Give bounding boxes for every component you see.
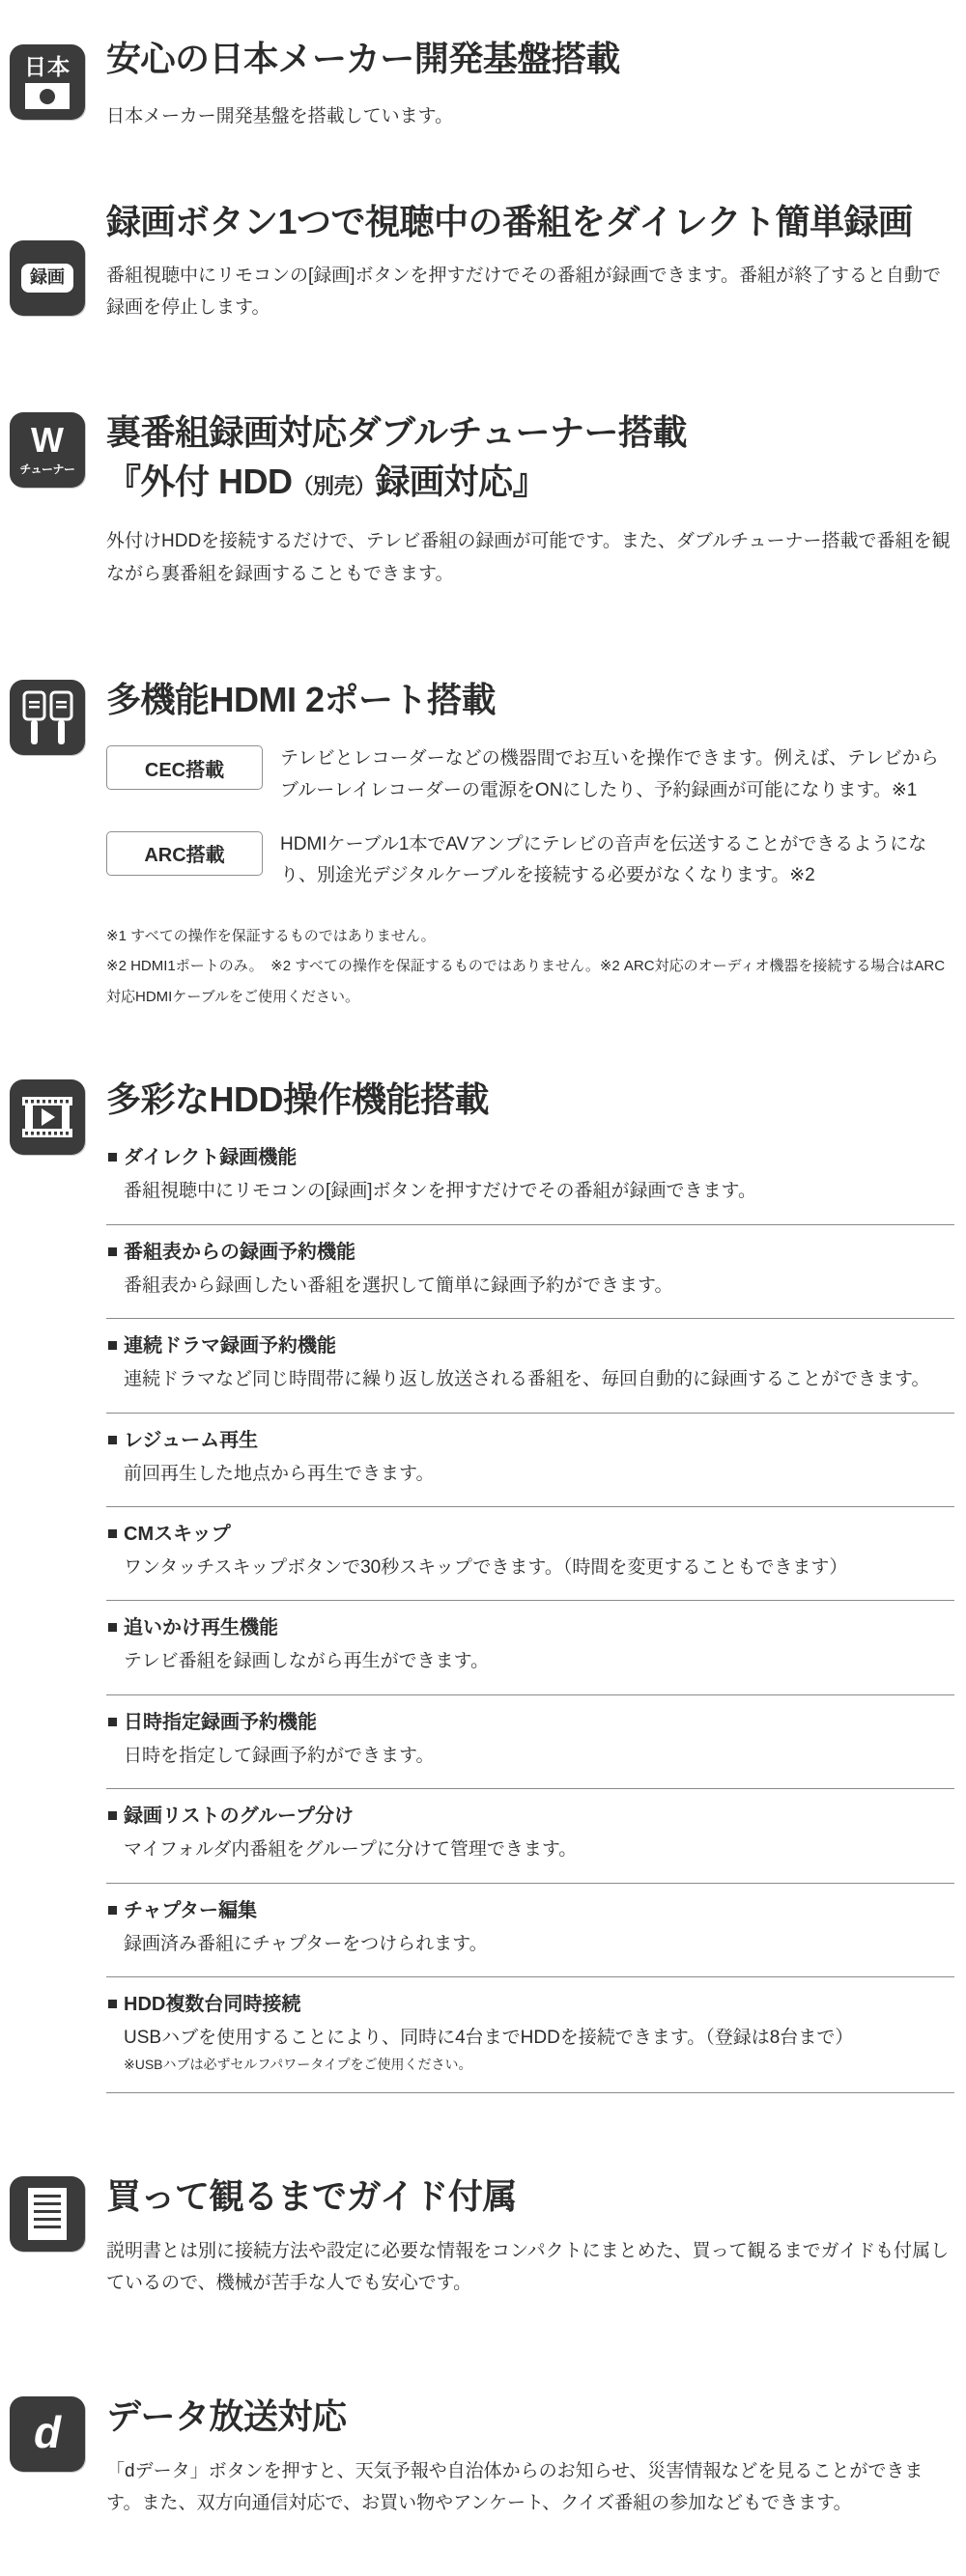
item-heading: HDD複数台同時接続 <box>106 1992 954 2017</box>
item-text: テレビ番組を録画しながら再生ができます。 <box>124 1651 490 1672</box>
arc-badge: ARC搭載 <box>106 831 263 876</box>
section-hdd-functions <box>0 1079 966 2093</box>
subtitle-open: 『外付 HDD <box>106 462 293 502</box>
square-bullet-icon <box>108 1718 117 1726</box>
section-double-tuner <box>0 412 966 608</box>
movie-film-icon <box>10 1079 85 1155</box>
cec-feature-row <box>106 745 954 806</box>
japan-icon-label: 日本 <box>24 53 71 79</box>
item-heading: 番組表からの録画予約機能 <box>106 1240 954 1265</box>
arc-text: HDMIケーブル1本でAVアンプにテレビの音声を伝送することができるようになり、別途光デジタルケーブルを接続する必要がなくなります。※2 <box>280 833 927 886</box>
section-title: 安心の日本メーカー開発基盤搭載 <box>106 39 620 78</box>
square-bullet-icon <box>108 1247 117 1256</box>
item-heading: CMスキップ <box>106 1522 954 1547</box>
tuner-icon-w: W <box>31 419 64 460</box>
icon-column <box>0 39 106 120</box>
subtitle-rest: 録画対応』 <box>375 462 548 502</box>
list-item <box>106 1507 954 1601</box>
section-japan-base <box>0 39 966 152</box>
cec-text: テレビとレコーダーなどの機器間でお互いを操作できます。例えば、テレビからブルーレイレコーダーの電源をONにしたり、予約録画が可能になります。※1 <box>280 748 939 800</box>
square-bullet-icon <box>108 1906 117 1915</box>
icon-column <box>0 680 106 755</box>
square-bullet-icon <box>108 1341 117 1350</box>
document-page-shape <box>28 2188 67 2240</box>
item-note: ※USBハブは必ずセルフパワータイプをご使用ください。 <box>124 2057 472 2073</box>
section-data-broadcast <box>0 2396 966 2537</box>
hdmi-ports-icon <box>10 680 85 755</box>
item-heading: チャプター編集 <box>106 1898 954 1923</box>
item-text: 録画済み番組にチャプターをつけられます。 <box>124 1933 488 1954</box>
note-2: ※2 HDMI1ポートのみ。 ※2 すべての操作を保証するものではありません。※2 ARC対応のオーディオ機器を接続する場合はARC対応HDMIケーブルをご使用ください。 <box>106 958 946 1005</box>
icon-column <box>0 2176 106 2252</box>
list-item <box>106 1145 954 1224</box>
double-tuner-icon <box>10 412 85 488</box>
icon-column <box>0 1079 106 1155</box>
section-title: 裏番組録画対応ダブルチューナー搭載 <box>106 411 687 452</box>
item-heading: 追いかけ再生機能 <box>106 1615 954 1640</box>
item-heading: 連続ドラマ録画予約機能 <box>106 1333 954 1358</box>
square-bullet-icon <box>108 1623 117 1632</box>
square-bullet-icon <box>108 2000 117 2008</box>
section-body: 「dデータ」ボタンを押すと、天気予報や自治体からのお知らせ、災害情報などを見ることができます。また、双方向通信対応で、お買い物やアンケート、クイズ番組の参加などもできます。 <box>106 2460 923 2514</box>
icon-column <box>0 2396 106 2472</box>
section-title: 買って観るまでガイド付属 <box>106 2176 517 2217</box>
section-direct-rec <box>0 202 966 343</box>
item-text: USBハブを使用することにより、同時に4台までHDDを接続できます。（登録は8台まで） <box>124 2027 854 2048</box>
item-text: 日時を指定して録画予約ができます。 <box>124 1745 435 1766</box>
item-heading: ダイレクト録画機能 <box>106 1145 954 1170</box>
flag-circle <box>40 89 55 104</box>
item-heading: レジューム再生 <box>106 1428 954 1453</box>
section-hdmi <box>0 680 966 1012</box>
list-item <box>106 1884 954 1977</box>
section-body: 番組視聴中にリモコンの[録画]ボタンを押すだけでその番組が録画できます。番組が終了すると自動で録画を停止します。 <box>106 266 942 319</box>
item-text: 番組視聴中にリモコンの[録画]ボタンを押すだけでその番組が録画できます。 <box>124 1181 757 1202</box>
section-title: 録画ボタン1つで視聴中の番組をダイレクト簡単録画 <box>106 201 913 241</box>
section-body: 説明書とは別に接続方法や設定に必要な情報をコンパクトにまとめた、買って観るまでガイドも付属しているので、機械が苦手な人でも安心です。 <box>106 2240 950 2294</box>
square-bullet-icon <box>108 1436 117 1444</box>
d-icon-label: d <box>33 2407 62 2458</box>
hdd-feature-list <box>106 1145 954 2093</box>
subtitle-small: （別売） <box>292 474 376 499</box>
section-body: 外付けHDDを接続するだけで、テレビ番組の録画が可能です。また、ダブルチューナー搭載で番組を観ながら裏番組を録画することもできます。 <box>106 531 951 584</box>
arc-feature-row <box>106 831 954 892</box>
item-heading: 録画リストのグループ分け <box>106 1804 954 1829</box>
item-text: マイフォルダ内番組をグループに分けて管理できます。 <box>124 1839 578 1861</box>
icon-column <box>0 412 106 488</box>
guide-document-icon <box>10 2176 85 2252</box>
icon-column <box>0 202 106 316</box>
d-data-icon <box>10 2396 85 2472</box>
item-text: 連続ドラマなど同じ時間帯に繰り返し放送される番組を、毎回自動的に録画することができます。 <box>124 1369 930 1390</box>
section-subtitle <box>106 461 954 502</box>
japan-flag-icon <box>10 44 85 120</box>
item-text: ワンタッチスキップボタンで30秒スキップできます。（時間を変更することもできます） <box>124 1557 848 1579</box>
list-item <box>106 1789 954 1883</box>
square-bullet-icon <box>108 1153 117 1162</box>
item-text: 番組表から録画したい番組を選択して簡単に録画予約ができます。 <box>124 1274 673 1296</box>
square-bullet-icon <box>108 1811 117 1820</box>
section-body: 日本メーカー開発基盤を搭載しています。 <box>106 106 454 127</box>
section-title: 多機能HDMI 2ポート搭載 <box>106 679 497 719</box>
section-guide <box>0 2176 966 2317</box>
item-text: 前回再生した地点から再生できます。 <box>124 1463 435 1484</box>
list-item <box>106 1319 954 1413</box>
list-item <box>106 1601 954 1694</box>
japan-flag-shape <box>25 83 70 109</box>
hdmi-plugs-graphic <box>10 680 85 755</box>
section-title: データ放送対応 <box>106 2396 347 2437</box>
hdmi-notes <box>106 921 954 1013</box>
item-heading: 日時指定録画予約機能 <box>106 1710 954 1735</box>
tuner-icon-sub: チューナー <box>19 462 75 476</box>
rec-button-label: 録画 <box>21 264 73 293</box>
document-lines <box>34 2195 61 2233</box>
cec-badge: CEC搭載 <box>106 745 263 790</box>
square-bullet-icon <box>108 1529 117 1538</box>
film-strip-graphic <box>10 1079 85 1155</box>
note-1: ※1 すべての操作を保証するものではありません。 <box>106 927 436 944</box>
list-item <box>106 1695 954 1789</box>
list-item <box>106 1414 954 1507</box>
list-item <box>106 1225 954 1319</box>
list-item <box>106 1977 954 2093</box>
rec-button-icon <box>10 240 85 316</box>
section-title: 多彩なHDD操作機能搭載 <box>106 1079 489 1119</box>
